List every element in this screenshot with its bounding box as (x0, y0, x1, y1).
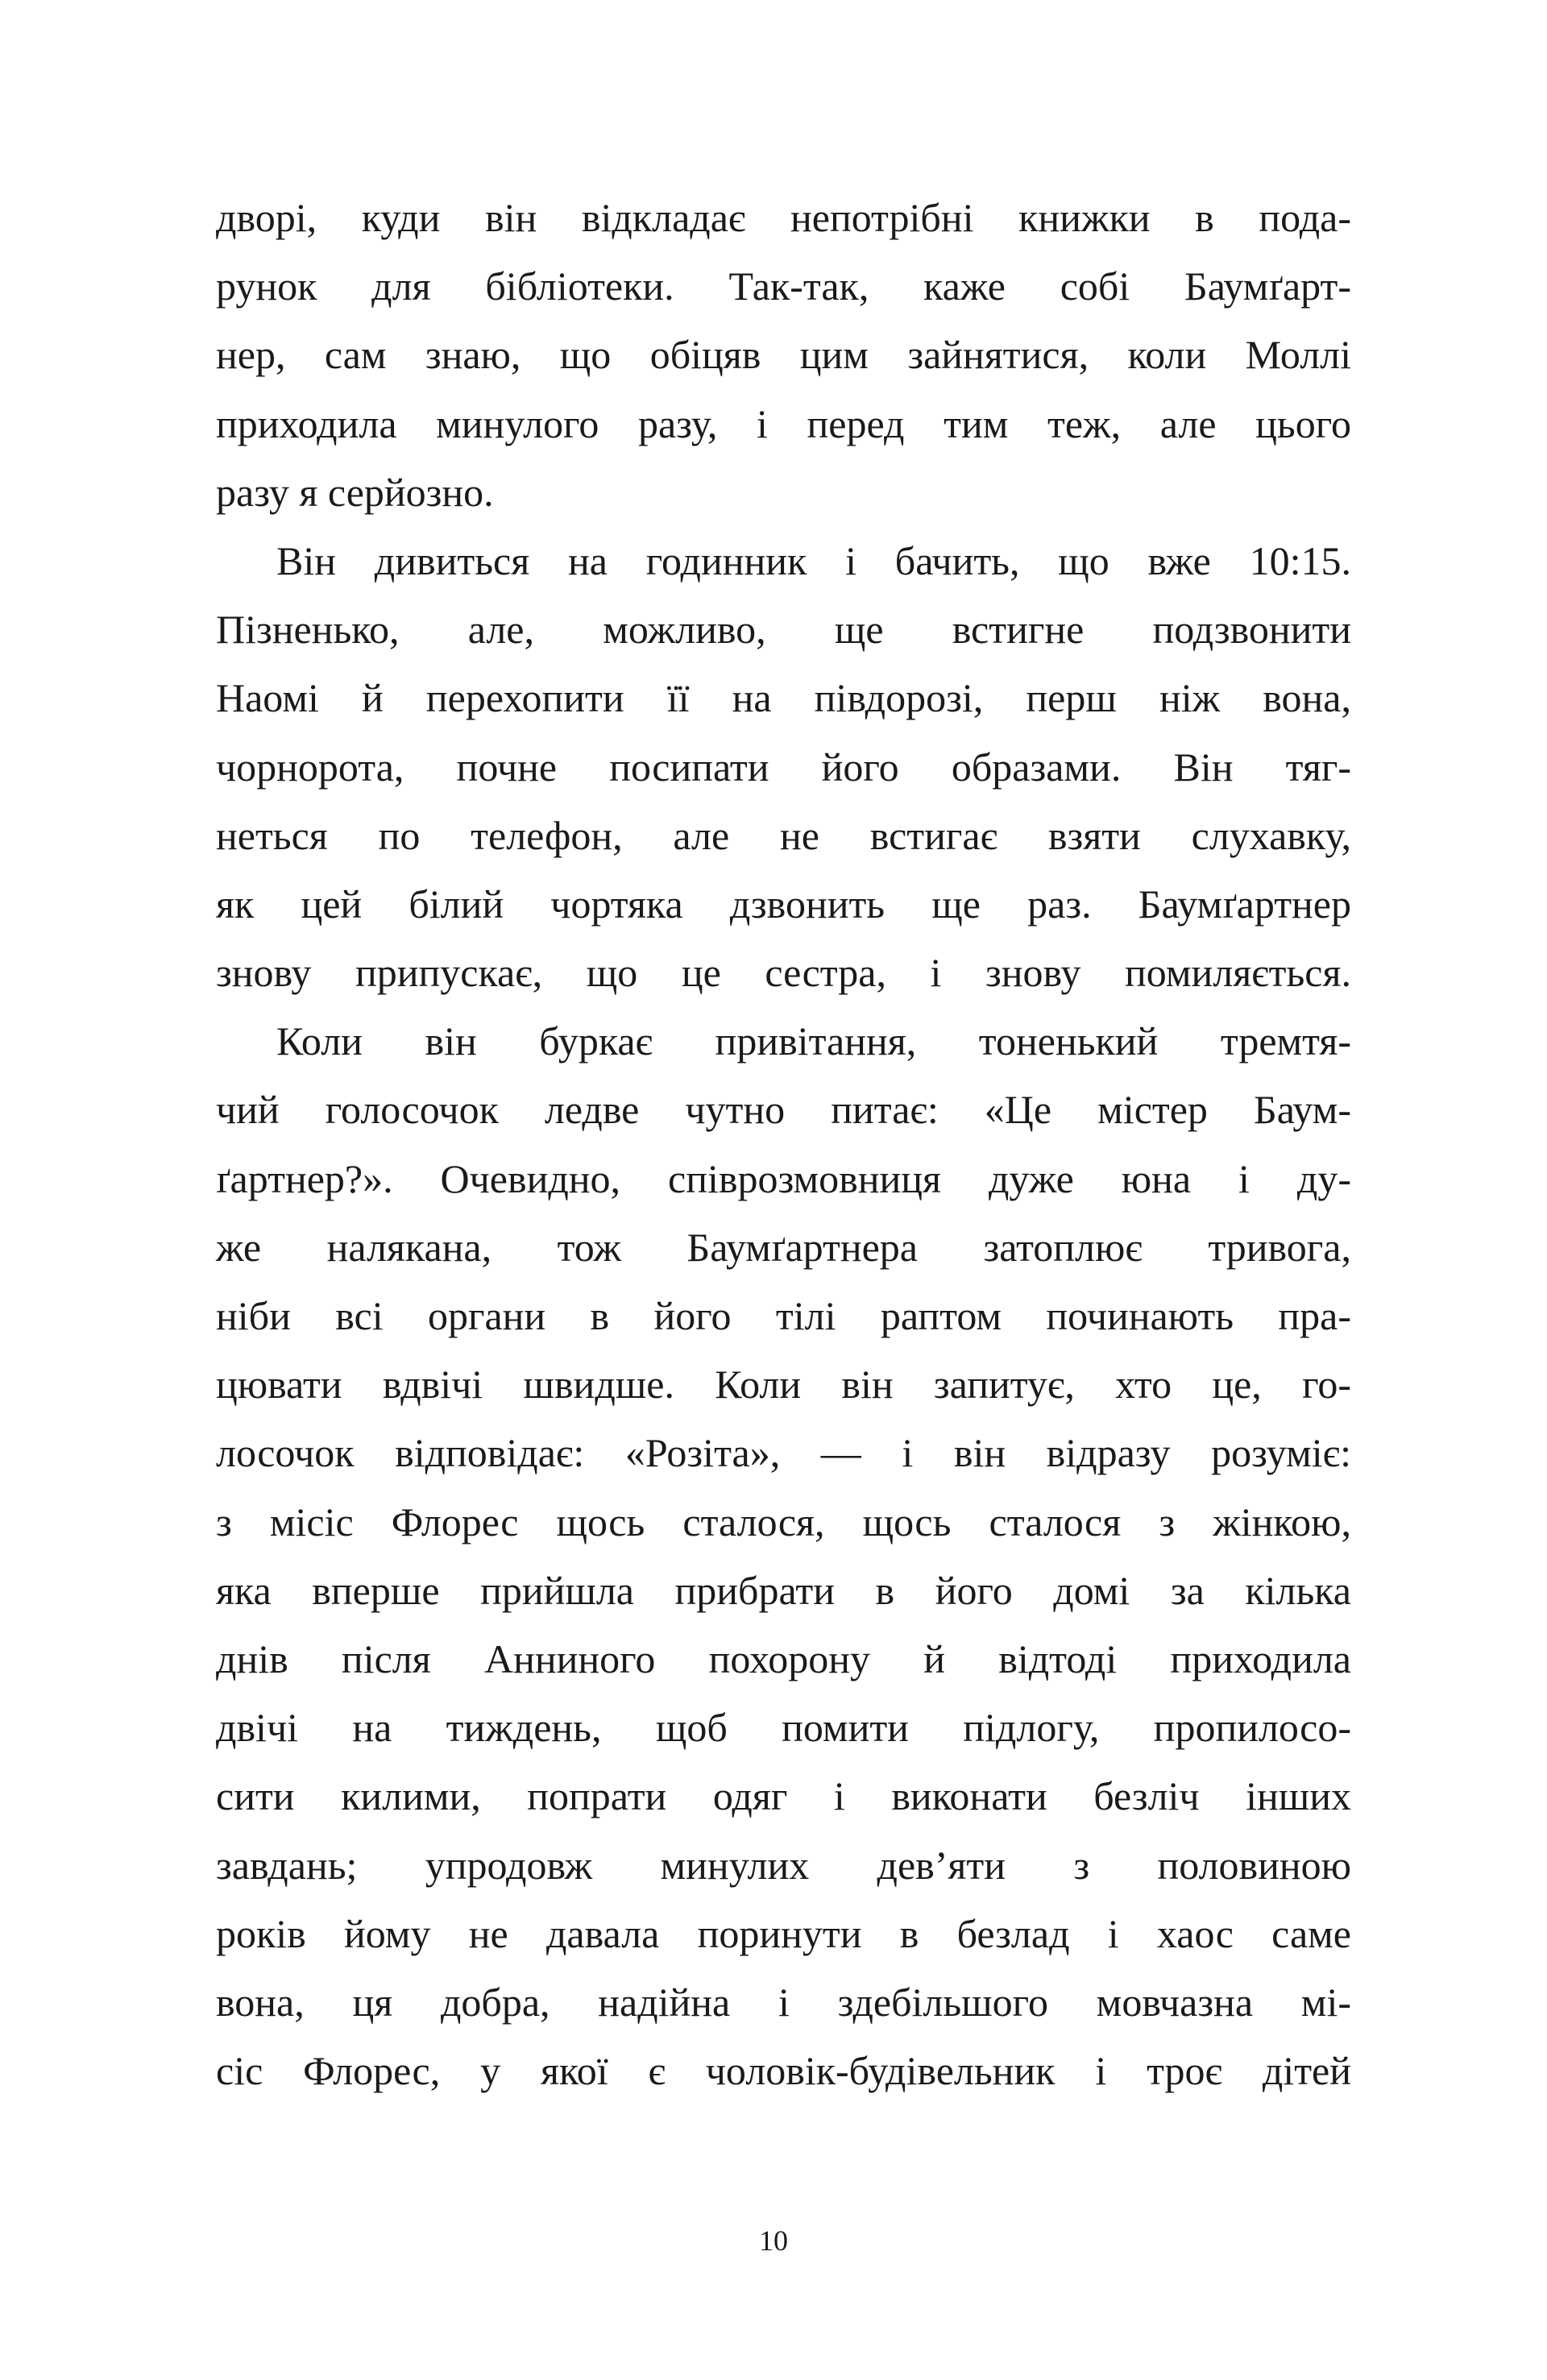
text-line: же налякана, тож Баумґартнера затоплює тривога, (216, 1224, 1351, 1270)
text-line: як цей білий чортяка дзвонить ще раз. Баумґартнер (216, 881, 1351, 927)
text-line: Пізненько, але, можливо, ще встигне подзвонити (216, 607, 1351, 653)
text-line: чий голосочок ледве чутно питає: «Це містер Баум- (216, 1087, 1351, 1133)
text-line: Наомі й перехопити її на півдорозі, перш ніж вона, (216, 675, 1351, 721)
text-line: двічі на тиждень, щоб помити підлогу, пропилосо- (216, 1705, 1351, 1751)
text-line: знову припускає, що це сестра, і знову помиляється. (216, 950, 1351, 996)
text-line: вона, ця добра, надійна і здебільшого мовчазна мі- (216, 1979, 1351, 2025)
text-line: рунок для бібліотеки. Так-так, каже собі Баумґарт- (216, 263, 1351, 309)
text-line: сити килими, попрати одяг і виконати безліч інших (216, 1773, 1351, 1819)
text-line: Він дивиться на годинник і бачить, що вже 10:15. (276, 537, 1351, 583)
text-line: ґартнер?». Очевидно, співрозмовниця дуже юна і ду- (216, 1155, 1351, 1201)
text-line: яка вперше прийшла прибрати в його домі за кілька (216, 1567, 1351, 1613)
text-line: з місіс Флорес щось сталося, щось сталося з жінкою, (216, 1499, 1351, 1545)
text-line: лосочок відповідає: «Розіта», — і він відразу розуміє: (216, 1430, 1351, 1476)
text-line: приходила минулого разу, і перед тим теж, але цього (216, 400, 1351, 446)
text-line: неться по телефон, але не встигає взяти слухавку, (216, 812, 1351, 858)
text-line: завдань; упродовж минулих дев’яти з половиною (216, 1842, 1351, 1888)
text-line: разу я серйозно. (216, 469, 494, 515)
body-text (216, 184, 1351, 2105)
text-line: ніби всі органи в його тілі раптом починають пра- (216, 1293, 1351, 1338)
text-line: днів після Анниного похорону й відтоді приходила (216, 1636, 1351, 1681)
text-line: сіс Флорес, у якої є чоловік-будівельник і троє дітей (216, 2048, 1351, 2094)
page-number: 10 (759, 2225, 788, 2257)
text-line: дворі, куди він відкладає непотрібні книжки в пода- (216, 195, 1351, 240)
text-line: нер, сам знаю, що обіцяв цим зайнятися, коли Моллі (216, 332, 1351, 378)
text-line: цювати вдвічі швидше. Коли він запитує, хто це, го- (216, 1362, 1351, 1408)
text-line: років йому не давала поринути в безлад і хаос саме (216, 1910, 1351, 1956)
text-line: чорнорота, почне посипати його образами. Він тяг- (216, 744, 1351, 790)
text-line: Коли він буркає привітання, тоненький тремтя- (276, 1018, 1351, 1064)
